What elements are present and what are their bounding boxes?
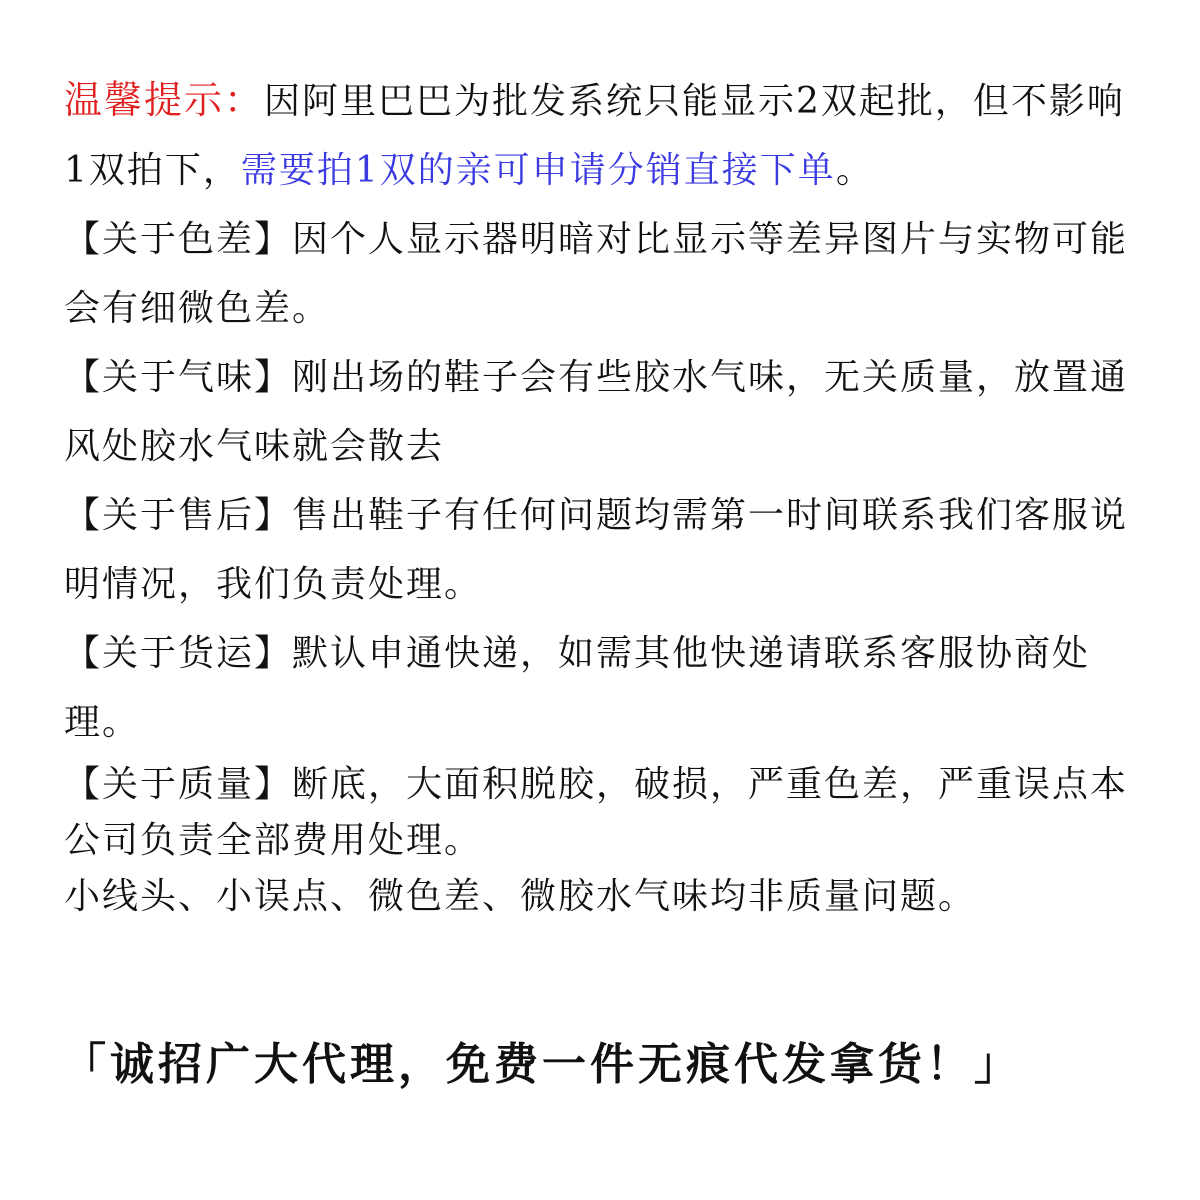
section-body: 断底，大面积脱胶，破损，严重色差，严重误点本公司负责全部费用处理。 xyxy=(64,764,1129,861)
tip-highlight: 需要拍1双的亲可申请分销直接下单 xyxy=(240,150,836,191)
section-body: 因个人显示器明暗对比显示等差异图片与实物可能会有细微色差。 xyxy=(64,219,1129,329)
tip-text-end: 。 xyxy=(835,150,874,191)
tip-text: 因阿里巴巴为批发系统只能显示2双起批，但不影响1双拍下， xyxy=(64,81,1125,191)
recruitment-banner: 「诚招广大代理，免费一件无痕代发拿货！」 xyxy=(62,1039,1022,1090)
section-heading: 【关于气味】 xyxy=(64,357,293,398)
section-heading: 【关于货运】 xyxy=(64,633,293,674)
section-color-difference xyxy=(64,205,1144,343)
section-body: 刚出场的鞋子会有些胶水气味，无关质量，放置通风处胶水气味就会散去 xyxy=(64,357,1129,467)
section-quality xyxy=(64,757,1144,869)
section-shipping xyxy=(64,619,1144,757)
section-heading: 【关于色差】 xyxy=(64,219,293,260)
section-heading: 【关于质量】 xyxy=(64,764,293,805)
notice-block xyxy=(64,66,1144,925)
section-heading: 【关于售后】 xyxy=(64,495,293,536)
section-odor xyxy=(64,343,1144,481)
section-body: 默认申通快递，如需其他快递请联系客服协商处理。 xyxy=(64,633,1091,743)
footnote: 小线头、小误点、微色差、微胶水气味均非质量问题。 xyxy=(64,876,977,917)
tip-label: 温馨提示： xyxy=(64,78,265,122)
section-body: 售出鞋子有任何问题均需第一时间联系我们客服说明情况，我们负责处理。 xyxy=(64,495,1129,605)
tip-paragraph xyxy=(64,66,1144,205)
section-after-sales xyxy=(64,481,1144,619)
